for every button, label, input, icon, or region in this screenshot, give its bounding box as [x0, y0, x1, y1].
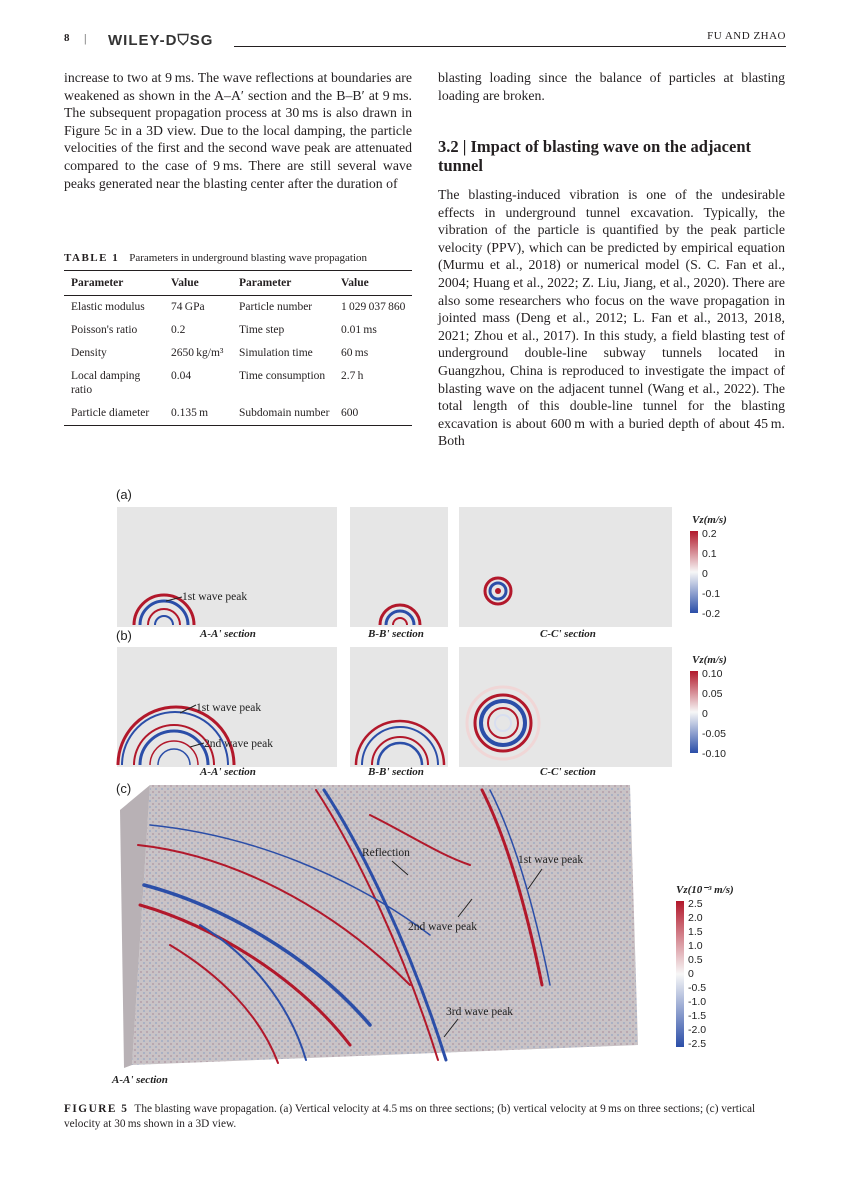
table-row	[64, 402, 412, 426]
figure-label: FIGURE 5	[64, 1103, 129, 1115]
panel-a-colorbar-tick: 0.1	[702, 548, 717, 560]
panel-c-colorbar-tick: -2.0	[688, 1024, 707, 1036]
panel-a-cc-wave	[485, 578, 511, 604]
panel-c-annotation: 2nd wave peak	[408, 921, 477, 933]
panel-a-section-aa	[117, 507, 337, 627]
panel-a-section-label: B-B' section	[368, 628, 424, 640]
table-cell: 0.04	[171, 370, 192, 382]
table-header-cell: Parameter	[232, 271, 334, 296]
page-number: 8	[64, 32, 70, 44]
table-title	[64, 252, 412, 264]
panel-c-colorbar-tick: -1.0	[688, 996, 707, 1008]
panel-a-label: (a)	[116, 487, 132, 502]
panel-a-annotation: 1st wave peak	[182, 591, 248, 603]
panel-b-section-label: A-A' section	[200, 766, 256, 778]
panel-a-colorbar-tick: 0	[702, 568, 708, 580]
panel-a-colorbar-tick: -0.1	[702, 588, 721, 600]
header-separator: |	[84, 31, 87, 45]
table-header-row	[64, 271, 412, 296]
running-header	[64, 30, 786, 52]
table-cell: 0.135 m	[164, 402, 232, 426]
panel-b-annotation: 2nd wave peak	[204, 738, 273, 750]
header-rule	[234, 46, 786, 47]
panel-c-colorbar-tick: -2.5	[688, 1038, 707, 1050]
panel-c-colorbar-tick: -0.5	[688, 982, 707, 994]
panel-c-colorbar-tick: 0.5	[688, 954, 703, 966]
table-cell: 74 GPa	[171, 301, 205, 313]
table-row	[64, 296, 412, 320]
table-cell: Density	[71, 347, 107, 359]
panel-c-3d-view	[120, 785, 638, 1068]
panel-c-colorbar-tick: -1.5	[688, 1010, 707, 1022]
table-cell: Poisson's ratio	[71, 324, 138, 336]
table-cell: 600	[334, 402, 412, 426]
section-heading: 3.2 | Impact of blasting wave on the adjacent tunnel	[438, 137, 752, 175]
right-column-paragraph-top: blasting loading since the balance of particles at blasting loading are broken.	[438, 70, 785, 103]
panel-b-section-label: C-C' section	[540, 766, 596, 778]
table-cell: Time consumption	[239, 370, 326, 382]
table-row	[64, 365, 412, 402]
figure-caption-text: The blasting wave propagation. (a) Vertical velocity at 4.5 ms on three sections; (b) vertical velocity at 9 ms on three sections; (c) vertical velocity at 30 ms shown in a 3D view.	[64, 1103, 756, 1130]
table-cell: Particle diameter	[64, 402, 164, 426]
panel-a-colorbar-tick: -0.2	[702, 608, 721, 620]
panel-c-colorbar-tick: 1.0	[688, 940, 703, 952]
table-cell: Simulation time	[239, 347, 313, 359]
table-header-cell: Parameter	[64, 271, 164, 296]
panel-c-annotation: 1st wave peak	[518, 854, 584, 866]
panel-b-colorbar-tick: 0.10	[702, 668, 723, 680]
panel-c-colorbar-title: Vz(10⁻³ m/s)	[676, 884, 734, 896]
table-cell: 2.7 h	[341, 370, 364, 382]
left-column-paragraph: increase to two at 9 ms. The wave reflections at boundaries are weakened as shown in the A–A′ section and the B–B′ at 9 ms. The subsequent propagation process at 30 ms is also drawn in Figure 5c in a 3D view. Due to the local damping, the particle velocities of the first and the second wave peak are attenuated compared to the case of 9 ms. There are still several wave peaks generated near the blasting center after the duration of	[64, 70, 412, 191]
panel-b-annotation: 1st wave peak	[196, 702, 262, 714]
table-cell: 0.01 ms	[341, 324, 377, 336]
panel-c-colorbar-tick: 2.0	[688, 912, 703, 924]
panel-c-section-label: A-A' section	[112, 1074, 168, 1086]
panel-c-annotation: Reflection	[362, 847, 410, 859]
table-row	[64, 319, 412, 342]
panel-b-section-label: B-B' section	[368, 766, 424, 778]
table-cell: Subdomain number	[232, 402, 334, 426]
table-header-cell: Value	[164, 271, 232, 296]
right-column-paragraph-body: The blasting-induced vibration is one of the undesirable effects in underground tunnel excavation. Typically, the vibration of the particle is quantified by the peak particle velocity (PPV), which can be predicted by empirical equation (Murmu et al., 2018) or numerical model (S. C. Fan et al., 2004; Huang et al., 2022; Z. Liu, Jiang, et al., 2020). There are also some researchers who focus on the wave propagation in jointed mass (Deng et al., 2012; L. Fan et al., 2013, 2018, 2021; Zhou et al., 2017). In this study, a field blasting test of underground double-line subway tunnels located in Guangzhou, China is reproduced to investigate the impact of blasting wave on the adjacent tunnel (Wang et al., 2022). The total length of this double-line tunnel for the blasting excavation is about 600 m with a buried depth of about 45 m. Both	[438, 187, 785, 449]
table-cell: 0.2	[171, 324, 186, 336]
table-cell: Elastic modulus	[71, 301, 145, 313]
panel-c-colorbar-tick: 2.5	[688, 898, 703, 910]
panel-a-section-cc	[459, 507, 672, 627]
table-row	[64, 342, 412, 365]
table-caption: Parameters in underground blasting wave propagation	[129, 252, 367, 264]
panel-a-section-bb	[350, 507, 448, 627]
panel-b-colorbar-title: Vz(m/s)	[692, 654, 727, 666]
table-cell: Time step	[239, 324, 285, 336]
table-cell: Particle number	[239, 301, 313, 313]
panel-b-colorbar-tick: 0	[702, 708, 708, 720]
panel-c-annotation: 3rd wave peak	[446, 1006, 514, 1018]
table-cell: Local damping ratio	[71, 370, 141, 396]
panel-b-colorbar-tick: -0.10	[702, 748, 726, 760]
publisher-logo: WILEY-D⛉SG	[108, 32, 214, 49]
panel-a-section-label: C-C' section	[540, 628, 596, 640]
panel-a-colorbar-title: Vz(m/s)	[692, 514, 727, 526]
running-authors: FU AND ZHAO	[707, 30, 786, 42]
table-cell: 1 029 037 860	[341, 301, 406, 313]
figure-5	[110, 485, 750, 1095]
panel-b-label: (b)	[116, 628, 132, 643]
parameters-table	[64, 270, 412, 426]
panel-a-colorbar-tick: 0.2	[702, 528, 717, 540]
table-label: TABLE 1	[64, 252, 120, 264]
table-cell: 2650 kg/m³	[171, 347, 224, 359]
panel-b-colorbar-tick: 0.05	[702, 688, 723, 700]
table-header-cell: Value	[334, 271, 412, 296]
panel-b-colorbar-tick: -0.05	[702, 728, 726, 740]
panel-c-colorbar-tick: 1.5	[688, 926, 703, 938]
table-cell: 60 ms	[341, 347, 369, 359]
panel-c-colorbar	[676, 901, 684, 1047]
panel-c-label: (c)	[116, 781, 132, 796]
figure-caption	[64, 1102, 786, 1131]
panel-a-colorbar	[690, 531, 698, 613]
panel-a-section-label: A-A' section	[200, 628, 256, 640]
panel-b-colorbar	[690, 671, 698, 753]
panel-c-colorbar-tick: 0	[688, 968, 694, 980]
